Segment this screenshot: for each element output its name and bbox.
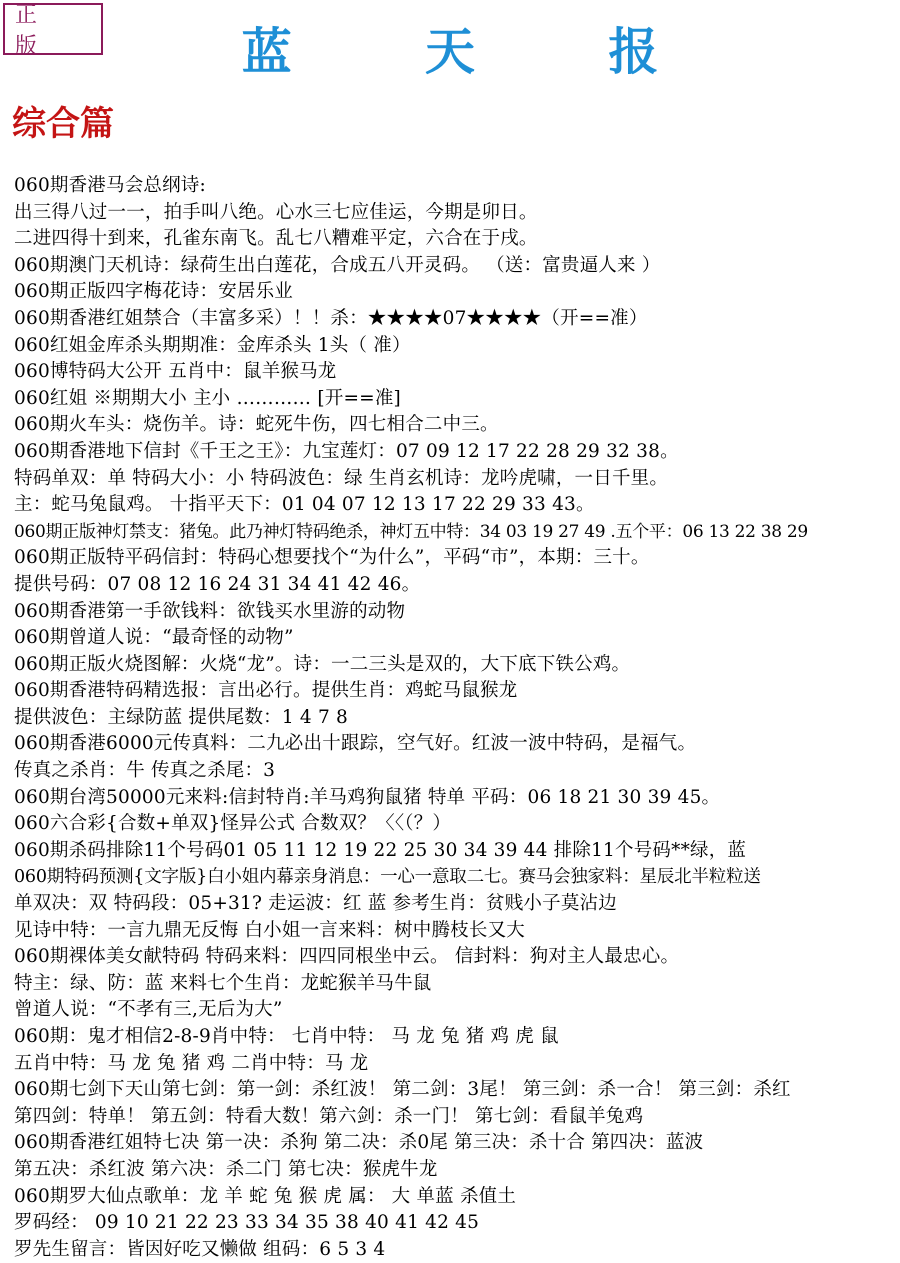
text-line: 060期正版特平码信封：特码心想要找个“为什么”，平码“市”，本期：三十。	[14, 547, 650, 569]
text-line: 见诗中特：一言九鼎无反悔 白小姐一言来料：树中腾枝长又大	[14, 919, 525, 941]
text-line: 060期香港特码精选报：言出必行。提供生肖：鸡蛇马鼠猴龙	[14, 680, 518, 702]
authentic-edition-badge: 正 版	[3, 3, 103, 55]
text-line: 060期香港红姐特七决 第一决：杀狗 第二决：杀0尾 第三决：杀十合 第四决：蓝波	[14, 1132, 704, 1154]
text-line: 主：蛇马兔鼠鸡。 十指平天下：01 04 07 12 13 17 22 29 33 43。	[14, 494, 595, 516]
text-line: 传真之杀肖：牛 传真之杀尾：3	[14, 760, 276, 782]
text-line: 060期火车头：烧伤羊。诗：蛇死牛伤，四七相合二中三。	[14, 414, 499, 436]
section-heading: 综合篇	[12, 104, 114, 144]
text-line: 特主：绿、防：蓝 来料七个生肖：龙蛇猴羊马牛鼠	[14, 972, 432, 994]
text-line: 二进四得十到来，孔雀东南飞。乱七八糟难平定，六合在于戌。	[14, 228, 538, 250]
text-line: 第五决：杀红波 第六决：杀二门 第七决：猴虎牛龙	[14, 1158, 438, 1180]
text-line: 060期香港红姐禁合（丰富多采）！！杀：★★★★07★★★★（开==准）	[14, 307, 648, 329]
text-line: 060红姐金库杀头期期准：金库杀头 1头（ 准）	[14, 334, 411, 356]
text-line: 060期澳门天机诗：绿荷生出白莲花，合成五八开灵码。 （送：富贵逼人来 ）	[14, 254, 661, 276]
text-line: 曾道人说：“不孝有三,无后为大”	[14, 999, 283, 1021]
text-line: 出三得八过一一，拍手叫八绝。心水三七应佳运，今期是卯日。	[14, 201, 538, 223]
text-line: 060期杀码排除11个号码01 05 11 12 19 22 25 30 34 39 44 排除11个号码**绿，蓝	[14, 839, 747, 861]
text-line: 060期香港6000元传真料：二九必出十跟踪，空气好。红波一波中特码，是福气。	[14, 733, 697, 755]
text-line: 060期正版神灯禁支：猪兔。此乃神灯特码绝杀，神灯五中特：34 03 19 27 49 .五个平：06 13 22 38 29	[14, 521, 808, 542]
text-line: 单双决：双 特码段：05+31? 走运波：红 蓝 参考生肖：贫贱小子莫沾边	[14, 893, 617, 915]
text-line: 060期香港地下信封《千王之王》：九宝莲灯：07 09 12 17 22 28 29 32 38。	[14, 440, 679, 462]
text-line: 060红姐 ※期期大小 主小 ………… [开==准]	[14, 387, 401, 409]
text-line: 特码单双：单 特码大小：小 特码波色：绿 生肖玄机诗：龙吟虎啸，一日千里。	[14, 467, 669, 489]
text-line: 060期曾道人说：“最奇怪的动物”	[14, 627, 294, 649]
newspaper-title: 蓝 天 报	[241, 22, 717, 81]
text-line: 提供号码：07 08 12 16 24 31 34 41 42 46。	[14, 573, 421, 595]
text-line: 060期台湾50000元来料:信封特肖:羊马鸡狗鼠猪 特单 平码：06 18 21 30 39 45。	[14, 786, 721, 808]
text-line: 060六合彩{合数+单双}怪异公式 合数双？〈〈（？）	[14, 813, 452, 835]
text-line: 060期罗大仙点歌单：龙 羊 蛇 兔 猴 虎 属： 大 单蓝 杀值土	[14, 1185, 517, 1207]
content-body	[14, 173, 898, 1263]
text-line: 罗先生留言：皆因好吃又懒做 组码：6 5 3 4	[14, 1238, 386, 1260]
text-line: 提供波色：主绿防蓝 提供尾数：1 4 7 8	[14, 706, 349, 728]
text-line: 060期裸体美女献特码 特码来料：四四同根坐中云。 信封料：狗对主人最忠心。	[14, 946, 680, 968]
text-line: 060期七剑下天山第七剑：第一剑：杀红波！ 第二剑：3尾！ 第三剑：杀一合！ 第三剑：杀红	[14, 1079, 791, 1101]
text-line: 060期正版四字梅花诗：安居乐业	[14, 281, 294, 303]
text-line: 五肖中特：马 龙 兔 猪 鸡 二肖中特：马 龙	[14, 1052, 369, 1074]
text-line: 060期香港马会总纲诗:	[14, 175, 206, 196]
text-line: 第四剑：特单！ 第五剑：特看大数！第六剑：杀一门！ 第七剑：看鼠羊兔鸡	[14, 1105, 644, 1127]
text-line: 060期特码预测{文字版}白小姐内幕亲身消息：一心一意取二七。赛马会独家料：星辰北半粒粒送	[14, 867, 761, 888]
text-line: 060期香港第一手欲钱料：欲钱买水里游的动物	[14, 600, 406, 622]
text-line: 060期：鬼才相信2-8-9肖中特： 七肖中特： 马 龙 兔 猪 鸡 虎 鼠	[14, 1026, 559, 1047]
text-line: 060期正版火烧图解：火烧“龙”。诗：一二三头是双的，大下底下铁公鸡。	[14, 653, 631, 675]
text-line: 罗码经： 09 10 21 22 23 33 34 35 38 40 41 42 45	[14, 1212, 480, 1234]
text-line: 060博特码大公开 五肖中：鼠羊猴马龙	[14, 361, 337, 383]
